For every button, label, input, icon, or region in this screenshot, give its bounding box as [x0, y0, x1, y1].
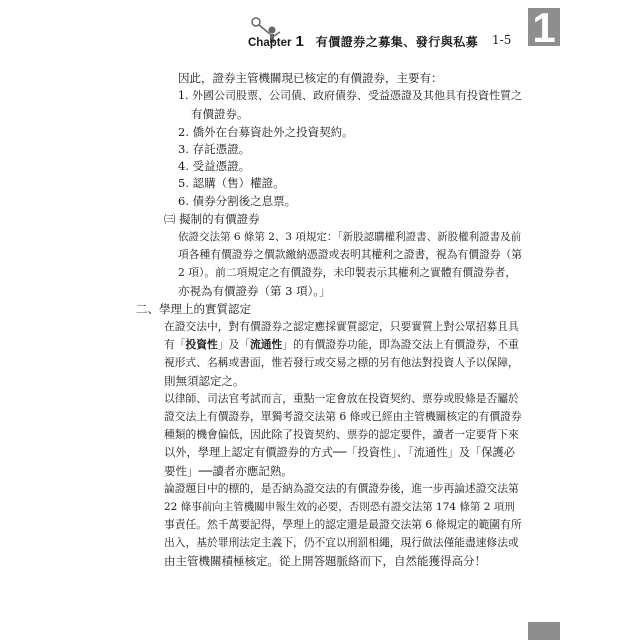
- chapter-title: 有價證券之募集、發行與私募: [315, 35, 479, 49]
- paragraph-line: 依證交法第 6 條第 2、3 項規定：「新股認購權利證書、新股權利證書及前: [178, 231, 522, 243]
- list-item-continuation: 有價證券。: [191, 107, 249, 121]
- emphasis-liquidity: 流通性: [250, 338, 283, 351]
- paragraph-line: 項各種有價證券之價款繳納憑證或表明其權利之證書，視為有價證券（第: [178, 248, 523, 261]
- chapter-tab-number: 1: [532, 4, 556, 51]
- chapter-label: Chapter: [248, 37, 292, 49]
- paragraph-line: 由主管機關積極核定。從上開答題脈絡而下，自然能獲得高分！: [164, 554, 486, 568]
- section-heading: 二、學理上的實質認定: [136, 302, 251, 316]
- subsection-heading: ㈢ 擬制的有價證券: [164, 212, 260, 226]
- paragraph-line: 亦視為有價證券（第 3 項）。」: [178, 284, 331, 298]
- list-item: 6. 債券分割後之息票。: [178, 194, 297, 208]
- chapter-number: 1: [295, 33, 304, 50]
- paragraph-line: 論證題目中的標的，是否納為證交法的有價證券後，進一步再論述證交法第: [164, 482, 519, 495]
- paragraph-line: 以律師、司法官考試而言，重點一定會放在投資契約、票券或股條是否屬於: [164, 392, 519, 405]
- list-item: 1. 外國公司股票、公司債、政府債券、受益憑證及其他具有投資性質之: [178, 89, 522, 102]
- paragraph-line: 事責任。然千萬要記得，學理上的認定還是最證交法第 6 條規定的範圍有所: [164, 518, 522, 531]
- paragraph-line: 有「投資性」及「流通性」的有價證券功能，即為證交法上有價證券，不重: [164, 338, 519, 351]
- list-item: 4. 受益憑證。: [178, 159, 251, 173]
- paragraph-line: 在證交法中，對有價證券之認定應採實質認定，只要實質上對公眾招募且具: [164, 320, 519, 333]
- paragraph-line: 種類的機會偏低，因此除了投資契約、票券的認定要件，讀者一定要背下來: [164, 428, 519, 441]
- emphasis-investment: 投資性: [185, 338, 218, 351]
- list-item: 3. 存託憑證。: [178, 142, 251, 156]
- paragraph-line: 因此，證券主管機關現已核定的有價證券，主要有：: [178, 71, 443, 85]
- paragraph-line: 以外，學理上認定有價證券的方式──「投資性」、「流通性」及「保護必: [164, 446, 516, 459]
- paragraph-line: 要性」──讀者亦應記熟。: [164, 464, 293, 478]
- paragraph-line: 22 條事前向主管機關申報生效的必要，否則恐有證交法第 174 條第 2 項刑: [164, 501, 515, 513]
- list-item: 5. 認購（售）權證。: [178, 176, 285, 190]
- paragraph-line: 則無須認定之。: [164, 374, 245, 388]
- corner-tab: [528, 622, 560, 640]
- running-header: [248, 33, 478, 51]
- paragraph-line: 視形式、名稱或書面，惟若發行或交易之標的另有他法對投資人予以保障，: [164, 356, 519, 369]
- page-number: 1-5: [492, 33, 512, 47]
- paragraph-line: 證交法上有價證券，單獨考證交法第 6 條或已經由主管機關核定的有價證券: [164, 410, 522, 423]
- list-item: 2. 僑外在台募資赴外之投資契約。: [178, 125, 354, 139]
- paragraph-line: 2 項）。前二項規定之有價證券，未印製表示其權利之實體有價證券者，: [178, 266, 517, 279]
- paragraph-line: 出入，基於罪刑法定主義下，仍不宜以刑罰相繩，現行做法僅能盡速修法或: [164, 536, 519, 549]
